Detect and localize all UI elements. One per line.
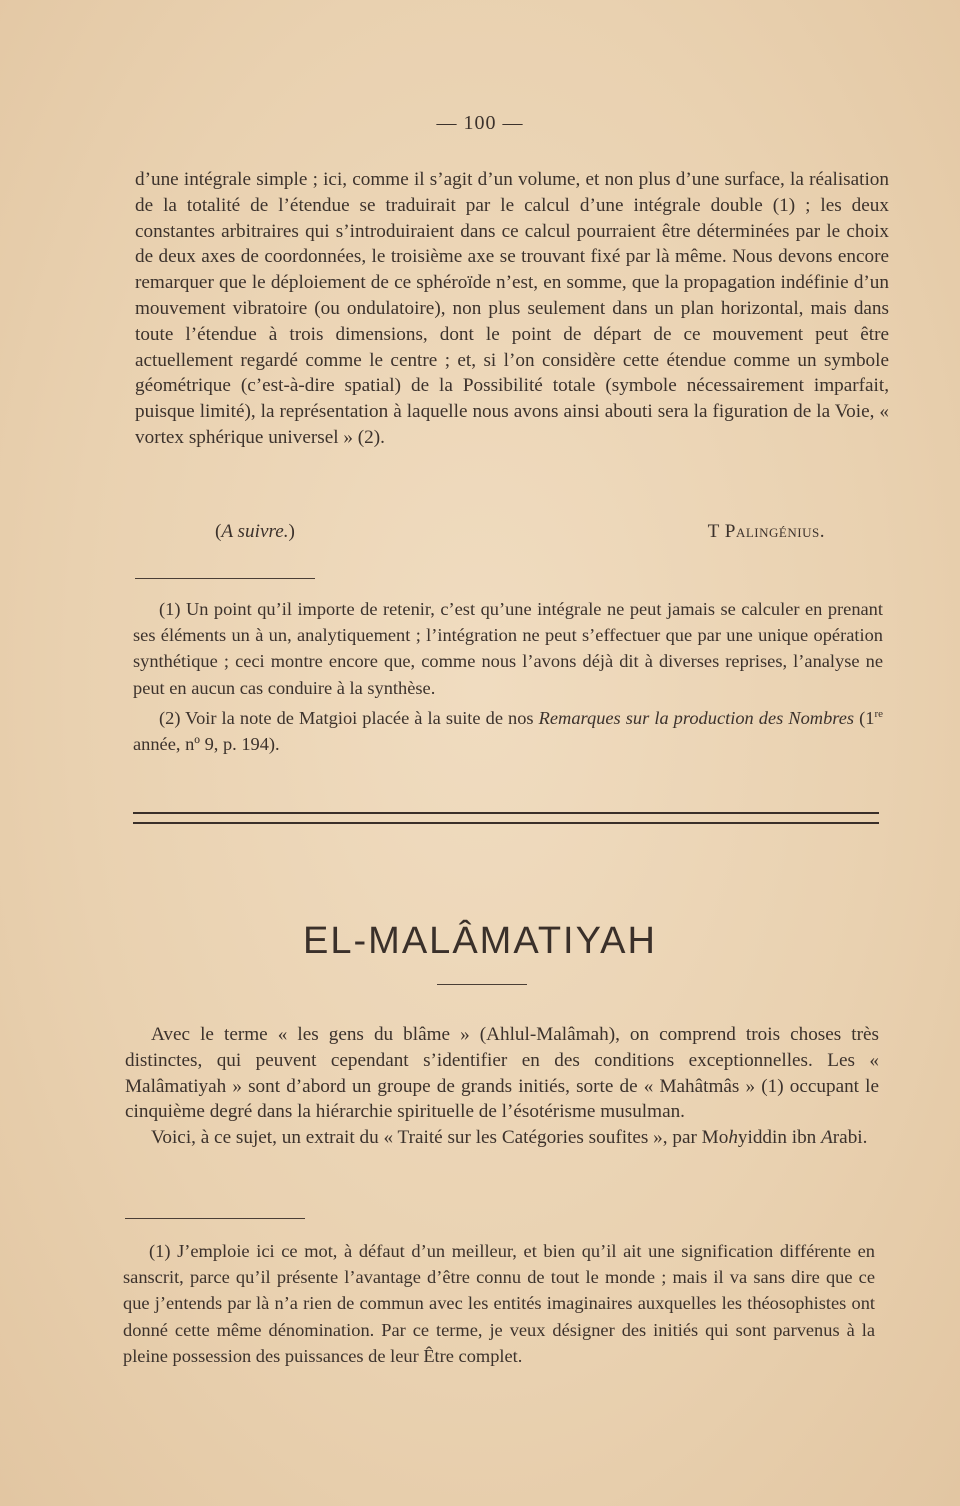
author-signature: T Palingénius. xyxy=(707,521,825,542)
footnote-separator xyxy=(135,578,315,579)
footnote-2: (2) Voir la note de Matgioi placée à la suite de nos Remarques sur la production des Nombres (1re année, nº 9, p. 194). xyxy=(133,707,883,755)
article-footnote-block xyxy=(123,1238,875,1369)
intro-paragraph: d’une intégrale simple ; ici, comme il s’agit d’un volume, et non plus d’une surface, la réalisation de la totalité de l’étendue se traduirait par le calcul d’une intégrale double (1) ; les deux constantes arbitraires qui s’introduiraient dans ce calcul pourraient être déterminées par le choix de deux axes de coordonnées, le troisième axe se trouvant fixé par là même. Nous devons encore remarquer que le déploiement de ce sphéroïde n’est, en somme, que la propagation indéfinie d’un mouvement vibratoire (ou ondulatoire), non plus seulement dans un plan horizontal, mais dans toute l’étendue à trois dimensions, dont le point de départ de ce mouvement peut être actuellement regardé comme le centre ; et, si l’on considère cette étendue comme un symbole géométrique (c’est-à-dire spatial) de la Possibilité totale (symbole nécessairement imparfait, puisque limité), la représentation à laquelle nous avons ainsi abouti sera la figuration de la Voie, « vortex sphérique universel » (2). xyxy=(135,169,889,448)
article-title: EL-MALÂMATIYAH xyxy=(303,920,657,962)
article-paragraph-2: Voici, à ce sujet, un extrait du « Traité sur les Catégories soufites », par Mohyiddin ibn Arabi. xyxy=(151,1127,868,1149)
article-paragraph-1: Avec le terme « les gens du blâme » (Ahlul-Malâmah), on comprend trois choses très distinctes, qui peuvent cependant s’identifier en des conditions exceptionnelles. Les « Malâmatiyah » sont d’abord un groupe de grands initiés, sorte de « Mahâtmâs » (1) occupant le cinquième degré dans la hiérarchie spirituelle de l’ésotérisme musulman. xyxy=(125,1024,879,1123)
continuation-note: (A suivre.) xyxy=(215,521,295,542)
footnote-1: (1) Un point qu’il importe de retenir, c’est qu’une intégrale ne peut jamais se calculer en prenant ses éléments un à un, analytiquement ; l’intégration ne peut s’effectuer que par une unique opération synthétique ; ceci montre encore que, comme nous l’avons déjà dit à diverses reprises, l’analyse ne peut en aucun cas conduire à la synthèse. xyxy=(133,599,883,698)
article-footnote-separator xyxy=(125,1218,305,1219)
page-number: — 100 — xyxy=(436,112,524,134)
footnotes-first xyxy=(133,596,883,757)
signature-line xyxy=(135,521,825,549)
section-double-rule xyxy=(133,812,879,824)
article-footnote-1: (1) J’emploie ici ce mot, à défaut d’un meilleur, et bien qu’il ait une signification différente en sanscrit, parce qu’il présente l’avantage d’être connu de tout le monde ; mais il va sans dire que ce que j’entends par là n’a rien de commun avec les entités imaginaires auxquelles les théosophistes ont donné cette même dénomination. Par ce terme, je veux désigner des initiés qui sont parvenus à la pleine possession des puissances de leur Être complet. xyxy=(123,1241,875,1366)
title-underline xyxy=(437,984,527,985)
intro-paragraph-block xyxy=(135,167,889,451)
article-body xyxy=(125,1022,879,1151)
